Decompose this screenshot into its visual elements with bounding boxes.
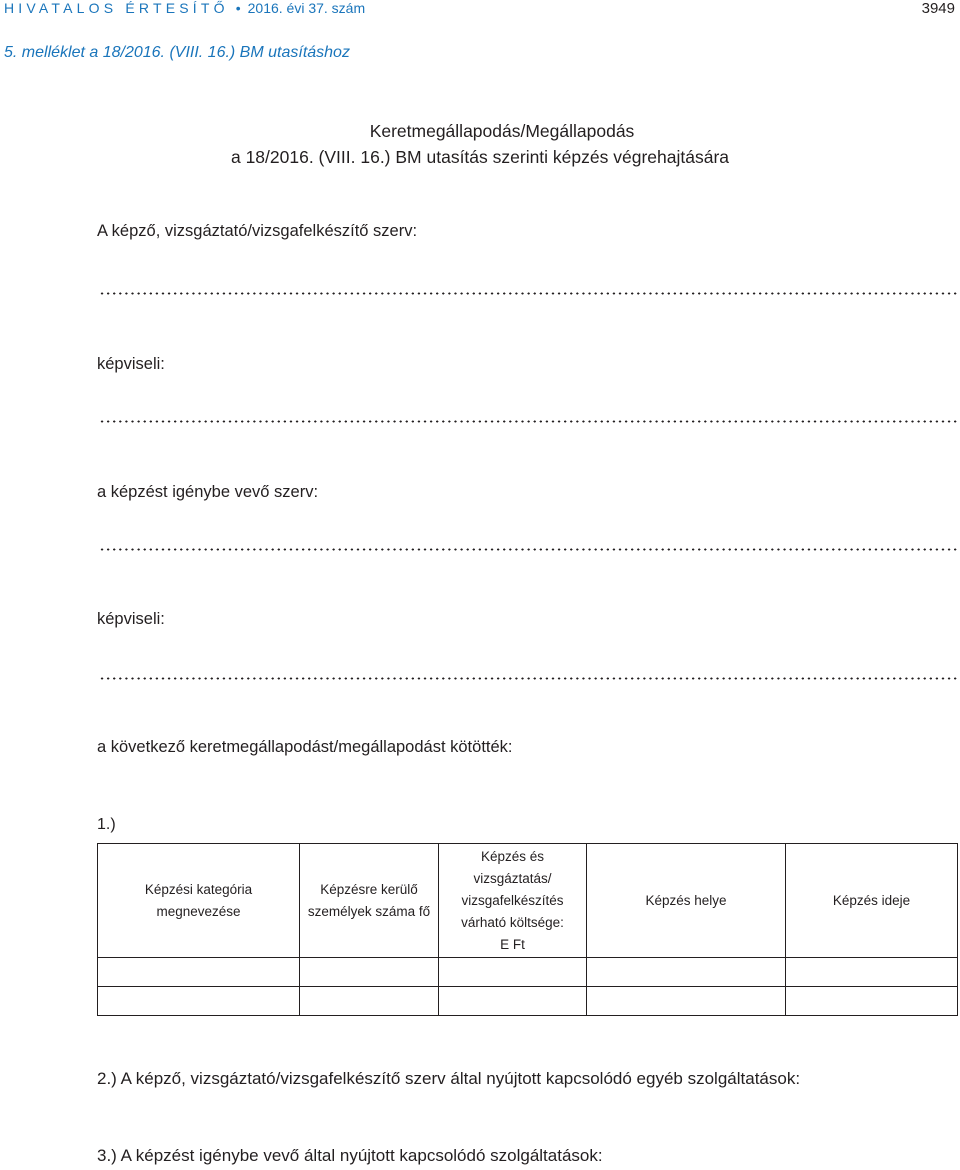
- col-category-line: Képzési kategória: [144, 881, 253, 897]
- table-cell[interactable]: [98, 958, 300, 987]
- journal-name: HIVATALOS ÉRTESÍTŐ: [4, 0, 229, 16]
- table-cell[interactable]: [587, 958, 786, 987]
- table-cell[interactable]: [439, 987, 587, 1016]
- table-cell[interactable]: [300, 958, 439, 987]
- trainer-fill-line[interactable]: [99, 292, 957, 295]
- document-title: Keretmegállapodás/Megállapodás: [369, 121, 635, 141]
- col-cost-line: vizsgáztatás/: [473, 870, 552, 886]
- table-cell[interactable]: [786, 987, 958, 1016]
- col-category: [98, 844, 300, 958]
- col-cost: [439, 844, 587, 958]
- col-location: [587, 844, 786, 958]
- col-cost-line: várható költsége:: [461, 914, 564, 930]
- col-location-line: Képzés helye: [645, 892, 727, 908]
- section-1-number: 1.): [97, 816, 116, 833]
- document-subtitle: a 18/2016. (VIII. 16.) BM utasítás szerinti képzés végrehajtására: [230, 147, 730, 167]
- section-2-heading: 2.) A képző, vizsgáztató/vizsgafelkészítő szerv által nyújtott kapcsolódó egyéb szolgáltatások:: [97, 1069, 801, 1088]
- client-label: a képzést igénybe vevő szerv:: [97, 483, 319, 501]
- col-time: [786, 844, 958, 958]
- section-3-heading: 3.) A képzést igénybe vevő által nyújtott kapcsolódó szolgáltatások:: [97, 1146, 603, 1165]
- table-cell[interactable]: [300, 987, 439, 1016]
- trainer-label: A képző, vizsgáztató/vizsgafelkészítő szerv:: [97, 222, 418, 240]
- col-cost-line: E Ft: [500, 936, 525, 952]
- page-number: 3949: [921, 0, 955, 17]
- table-row: [98, 987, 958, 1016]
- table-row: [98, 958, 958, 987]
- trainer-representative-label: képviseli:: [97, 355, 165, 373]
- journal-header: [4, 0, 365, 16]
- client-representative-label: képviseli:: [97, 610, 165, 628]
- col-participants-line: személyek száma fő: [307, 903, 431, 919]
- col-participants: [300, 844, 439, 958]
- table-cell[interactable]: [98, 987, 300, 1016]
- client-fill-line[interactable]: [99, 548, 957, 551]
- col-time-line: Képzés ideje: [832, 892, 911, 908]
- col-category-line: megnevezése: [156, 903, 241, 919]
- page-header: [0, 0, 960, 22]
- client-representative-fill-line[interactable]: [99, 677, 957, 680]
- issue-label: 2016. évi 37. szám: [247, 0, 366, 16]
- col-participants-line: Képzésre kerülő: [320, 881, 418, 897]
- trainer-representative-fill-line[interactable]: [99, 420, 957, 423]
- table-cell[interactable]: [786, 958, 958, 987]
- table-header-row: [98, 844, 958, 958]
- col-cost-line: vizsgafelkészítés: [461, 892, 564, 908]
- table-cell[interactable]: [439, 958, 587, 987]
- annex-reference: 5. melléklet a 18/2016. (VIII. 16.) BM utasításhoz: [4, 44, 350, 61]
- agreement-statement: a következő keretmegállapodást/megállapodást kötötték:: [97, 738, 513, 756]
- header-separator: •: [235, 0, 241, 16]
- table-cell[interactable]: [587, 987, 786, 1016]
- col-cost-line: Képzés és: [480, 848, 545, 864]
- training-table: [97, 843, 958, 1016]
